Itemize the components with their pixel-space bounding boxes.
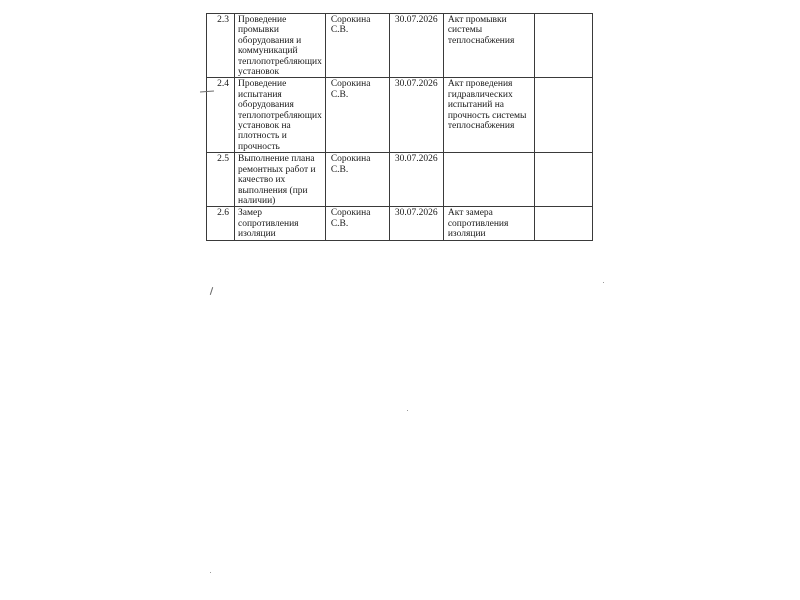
row-number-cell: 2.6 [207, 207, 235, 240]
table-row [207, 153, 593, 207]
act-document-cell: Акт замера сопротивления изоляции [443, 207, 534, 240]
scan-speck [603, 282, 604, 283]
act-document-cell: Акт проведения гидравлических испытаний на прочность системы теплоснабжения [443, 78, 534, 153]
note-cell [534, 78, 592, 153]
row-number-cell: 2.5 [207, 153, 235, 207]
due-date-cell: 30.07.2026 [389, 78, 443, 153]
scan-speck [407, 410, 408, 411]
table-row [207, 78, 593, 153]
row-number-cell: 2.4 [207, 78, 235, 153]
inspection-table [206, 13, 593, 241]
scan-speck [210, 572, 211, 573]
responsible-person-cell: Сорокина С.В. [325, 207, 389, 240]
responsible-person-cell: Сорокина С.В. [325, 78, 389, 153]
work-description-cell: Проведение испытания оборудования теплопотребляющих установок на плотность и прочность [235, 78, 326, 153]
inspection-table-body [207, 14, 593, 241]
work-description-cell: Проведение промывки оборудования и коммуникаций теплопотребляющих установок [235, 14, 326, 78]
note-cell [534, 207, 592, 240]
responsible-person-cell: Сорокина С.В. [325, 14, 389, 78]
act-document-cell [443, 153, 534, 207]
table-row [207, 14, 593, 78]
due-date-cell: 30.07.2026 [389, 14, 443, 78]
row-number-cell: 2.3 [207, 14, 235, 78]
due-date-cell: 30.07.2026 [389, 207, 443, 240]
note-cell [534, 153, 592, 207]
work-description-cell: Замер сопротивления изоляции [235, 207, 326, 240]
act-document-cell: Акт промывки системы теплоснабжения [443, 14, 534, 78]
note-cell [534, 14, 592, 78]
pen-slash-mark [210, 287, 213, 295]
due-date-cell: 30.07.2026 [389, 153, 443, 207]
table-row [207, 207, 593, 240]
work-description-cell: Выполнение плана ремонтных работ и качество их выполнения (при наличии) [235, 153, 326, 207]
responsible-person-cell: Сорокина С.В. [325, 153, 389, 207]
